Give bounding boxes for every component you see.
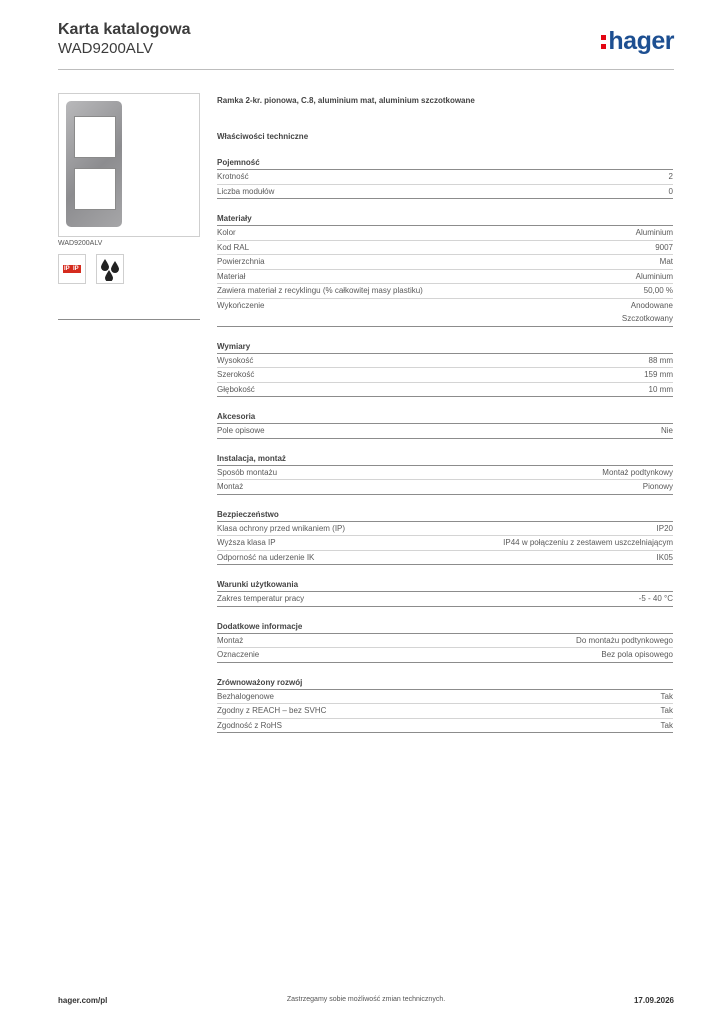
spec-row bbox=[217, 536, 673, 551]
spec-row bbox=[217, 270, 673, 285]
certification-icons bbox=[58, 254, 200, 284]
spec-value: Mat bbox=[659, 257, 673, 266]
spec-sections bbox=[217, 157, 673, 733]
spec-key: Odporność na uderzenie IK bbox=[217, 552, 315, 562]
ip-rating-icon: IP IP bbox=[58, 254, 86, 284]
spec-key: Krotność bbox=[217, 172, 249, 181]
spec-value: Aluminium bbox=[635, 228, 673, 237]
section-title: Akcesoria bbox=[217, 411, 673, 424]
sidebar-divider bbox=[58, 319, 200, 320]
spec-value: 9007 bbox=[655, 242, 673, 252]
spec-row bbox=[217, 634, 673, 649]
spec-value: IP44 w połączeniu z zestawem uszczelniającym bbox=[503, 538, 673, 547]
spec-row bbox=[217, 466, 673, 481]
spec-row bbox=[217, 424, 673, 439]
spec-key: Zgodny z REACH – bez SVHC bbox=[217, 706, 327, 715]
spec-row bbox=[217, 354, 673, 369]
spec-row bbox=[217, 241, 673, 256]
spec-value: Montaż podtynkowy bbox=[602, 467, 673, 477]
spec-key: Wysokość bbox=[217, 355, 254, 365]
spec-value: Aluminium bbox=[635, 271, 673, 281]
spec-value: 50,00 % bbox=[643, 286, 673, 295]
spec-key: Zawiera materiał z recyklingu (% całkowitej masy plastiku) bbox=[217, 286, 423, 295]
section-title: Wymiary bbox=[217, 341, 673, 354]
spec-key: Bezhalogenowe bbox=[217, 691, 274, 701]
tech-properties-title: Właściwości techniczne bbox=[217, 132, 309, 141]
product-sidebar bbox=[58, 93, 200, 284]
spec-key: Powierzchnia bbox=[217, 257, 265, 266]
spec-value: Tak bbox=[660, 706, 673, 715]
spec-row bbox=[217, 383, 673, 398]
spec-value: 159 mm bbox=[644, 370, 673, 379]
spec-key: Głębokość bbox=[217, 384, 255, 394]
logo-dots-icon bbox=[601, 32, 606, 50]
spec-key: Sposób montażu bbox=[217, 467, 278, 477]
spec-value: Tak bbox=[660, 720, 673, 730]
spec-key: Szerokość bbox=[217, 370, 255, 379]
spec-key: Oznaczenie bbox=[217, 650, 260, 659]
spec-key: Klasa ochrony przed wnikaniem (IP) bbox=[217, 523, 346, 533]
spec-value: Nie bbox=[660, 426, 673, 435]
page-header bbox=[58, 20, 674, 70]
spec-row bbox=[217, 185, 673, 200]
spec-row bbox=[217, 480, 673, 495]
spec-section bbox=[217, 341, 673, 398]
logo-text: hager bbox=[608, 27, 674, 55]
spec-section bbox=[217, 509, 673, 566]
spec-row bbox=[217, 648, 673, 663]
spec-key: Materiał bbox=[217, 271, 246, 281]
spec-row bbox=[217, 170, 673, 185]
spec-key: Montaż bbox=[217, 635, 244, 645]
frame-picture bbox=[66, 101, 122, 227]
footer-website: hager.com/pl bbox=[58, 996, 108, 1005]
spec-row bbox=[217, 255, 673, 270]
spec-value: -5 - 40 °C bbox=[638, 594, 673, 603]
spec-section bbox=[217, 579, 673, 607]
spec-value: Anodowane Szczotkowany bbox=[621, 300, 673, 323]
section-title: Instalacja, montaż bbox=[217, 453, 673, 466]
spec-value: IK05 bbox=[656, 552, 673, 562]
spec-section bbox=[217, 411, 673, 439]
page-footer bbox=[58, 996, 674, 1010]
section-title: Warunki użytkowania bbox=[217, 579, 673, 592]
product-image bbox=[58, 93, 200, 237]
spec-row bbox=[217, 719, 673, 734]
spec-key: Wykończenie bbox=[217, 300, 265, 310]
spec-row bbox=[217, 690, 673, 705]
spec-value: 2 bbox=[668, 172, 673, 181]
document-title: Karta katalogowa bbox=[58, 21, 191, 38]
section-title: Pojemność bbox=[217, 157, 673, 170]
product-image-caption: WAD9200ALV bbox=[58, 240, 103, 247]
hager-logo bbox=[601, 26, 674, 56]
spec-key: Wyższa klasa IP bbox=[217, 538, 276, 547]
footer-disclaimer: Zastrzegamy sobie możliwość zmian technicznych. bbox=[286, 996, 446, 1003]
spec-value: 10 mm bbox=[648, 384, 673, 394]
footer-date: 17.09.2026 bbox=[633, 996, 674, 1005]
spec-key: Liczba modułów bbox=[217, 186, 275, 196]
spec-value: 88 mm bbox=[648, 355, 673, 365]
product-code: WAD9200ALV bbox=[58, 40, 154, 57]
spec-key: Kolor bbox=[217, 228, 236, 237]
spec-key: Pole opisowe bbox=[217, 426, 265, 435]
header-divider bbox=[58, 69, 674, 70]
spec-key: Kod RAL bbox=[217, 242, 250, 252]
spec-value: Do montażu podtynkowego bbox=[576, 635, 673, 645]
spec-row bbox=[217, 226, 673, 241]
spec-section bbox=[217, 621, 673, 663]
spec-value: 0 bbox=[668, 186, 673, 196]
section-title: Materiały bbox=[217, 213, 673, 226]
spec-value: Tak bbox=[660, 691, 673, 701]
spec-row bbox=[217, 299, 673, 327]
section-title: Bezpieczeństwo bbox=[217, 509, 673, 522]
spec-value: IP20 bbox=[656, 523, 673, 533]
section-title: Dodatkowe informacje bbox=[217, 621, 673, 634]
spec-value: Pionowy bbox=[642, 482, 673, 491]
spec-section bbox=[217, 677, 673, 734]
spec-row bbox=[217, 704, 673, 719]
spec-key: Zgodność z RoHS bbox=[217, 720, 282, 730]
section-title: Zrównoważony rozwój bbox=[217, 677, 673, 690]
spec-row bbox=[217, 522, 673, 537]
spec-section bbox=[217, 453, 673, 495]
spec-row bbox=[217, 368, 673, 383]
spec-row bbox=[217, 592, 673, 607]
water-drops-icon bbox=[96, 254, 124, 284]
spec-row bbox=[217, 284, 673, 299]
product-details bbox=[217, 95, 673, 733]
spec-section bbox=[217, 213, 673, 327]
spec-value: Bez pola opisowego bbox=[601, 650, 673, 659]
spec-key: Zakres temperatur pracy bbox=[217, 594, 305, 603]
spec-key: Montaż bbox=[217, 482, 244, 491]
product-description: Ramka 2-kr. pionowa, C.8, aluminium mat, aluminium szczotkowane bbox=[217, 96, 475, 105]
spec-row bbox=[217, 551, 673, 566]
spec-section bbox=[217, 157, 673, 199]
